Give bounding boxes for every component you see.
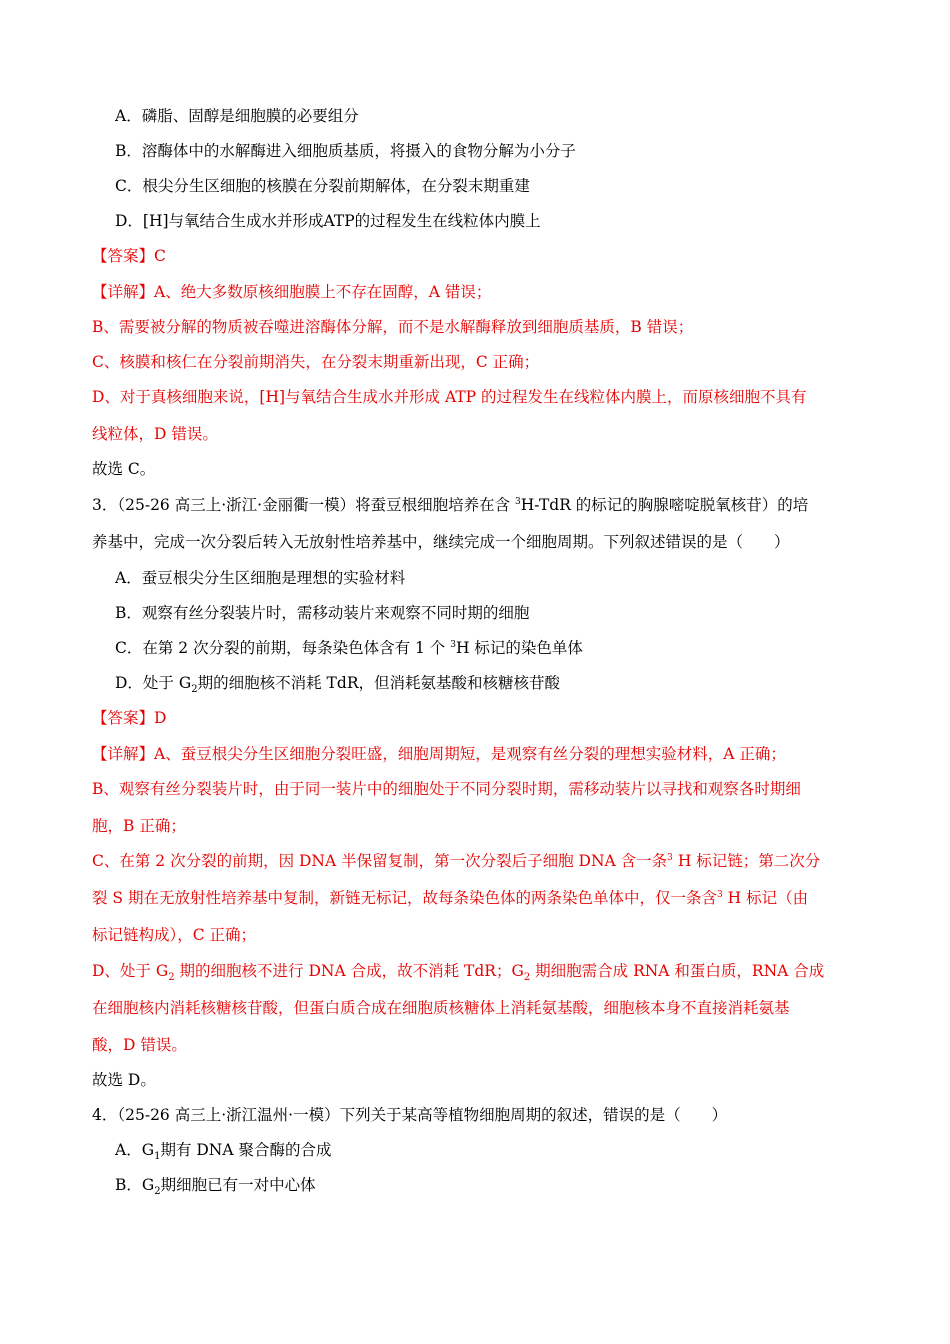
q2-explanation-line: C、核膜和核仁在分裂前期消失，在分裂末期重新出现，C 正确； <box>92 353 540 371</box>
q3-option-c-text: H 标记的染色单体 <box>455 639 583 657</box>
q3-explanation-line: B、观察有丝分裂装片时，由于同一装片中的细胞处于不同分裂时期，需移动装片以寻找和观察各时期细 <box>92 780 801 798</box>
q3-stem-line <box>92 495 808 515</box>
q3-explanation-superscript: 3 <box>667 852 673 863</box>
q2-explanation-line: D、对于真核细胞来说，[H]与氧结合生成水并形成 ATP 的过程发生在线粒体内膜上，而原核细胞不具有 <box>92 388 807 406</box>
q4-option-a-text: A．G <box>115 1141 155 1159</box>
q2-option-c: C．根尖分生区细胞的核膜在分裂前期解体，在分裂末期重建 <box>115 177 530 195</box>
q3-explanation-line <box>92 851 820 871</box>
q2-option-a: A．磷脂、固醇是细胞膜的必要组分 <box>115 107 359 125</box>
q3-explanation-line: 酸，D 错误。 <box>92 1036 187 1054</box>
q4-option-b-text: B．G <box>115 1176 155 1194</box>
q3-explanation-subscript: 2 <box>168 972 175 984</box>
q3-conclusion: 故选 D。 <box>92 1071 156 1089</box>
q3-option-d-text: D．处于 G <box>115 674 192 692</box>
q3-explanation-line: 【详解】A、蚕豆根尖分生区细胞分裂旺盛，细胞周期短，是观察有丝分裂的理想实验材料，A 正确； <box>92 745 786 763</box>
q3-explanation-line: 标记链构成），C 正确； <box>92 926 257 944</box>
q3-explanation-text: D、处于 G <box>92 962 169 980</box>
q3-stem-line: 养基中，完成一次分裂后转入无放射性培养基中，继续完成一个细胞周期。下列叙述错误的是（ ） <box>92 533 790 551</box>
q4-option-b <box>115 1175 316 1198</box>
q3-explanation-line: 胞，B 正确； <box>92 817 186 835</box>
q3-option-d-text: 期的细胞核不消耗 TdR，但消耗氨基酸和核糖核苷酸 <box>197 674 560 692</box>
q3-option-c <box>115 638 583 658</box>
q2-explanation-line: 【详解】A、绝大多数原核细胞膜上不存在固醇，A 错误； <box>92 283 492 301</box>
q3-option-d <box>115 673 560 696</box>
q4-option-b-text: 期细胞已有一对中心体 <box>160 1176 316 1194</box>
q3-option-a: A．蚕豆根尖分生区细胞是理想的实验材料 <box>115 569 406 587</box>
q3-explanation-text: 裂 S 期在无放射性培养基中复制，新链无标记，故每条染色体的两条染色单体中，仅一条含 <box>92 889 717 907</box>
q3-stem-text: H-TdR 的标记的胸腺嘧啶脱氧核苷）的培 <box>520 496 809 514</box>
q3-explanation-subscript: 2 <box>523 972 531 984</box>
q4-option-a-text: 期有 DNA 聚合酶的合成 <box>160 1141 332 1159</box>
q2-explanation-line: 线粒体，D 错误。 <box>92 425 218 443</box>
q3-explanation-text: 期细胞需合成 RNA 和蛋白质，RNA 合成 <box>530 962 825 980</box>
q4-option-a <box>115 1140 332 1163</box>
q3-explanation-text: H 标记链；第二次分 <box>672 852 821 870</box>
q2-option-d: D．[H]与氧结合生成水并形成ATP的过程发生在线粒体内膜上 <box>115 212 541 230</box>
q2-option-b: B．溶酶体中的水解酶进入细胞质基质，将摄入的食物分解为小分子 <box>115 142 576 160</box>
q3-explanation-text: H 标记（由 <box>722 889 809 907</box>
q4-option-a-subscript: 1 <box>154 1151 161 1163</box>
q3-stem-text: 3．（25-26 高三上·浙江·金丽衢一模）将蚕豆根细胞培养在含 <box>92 496 516 514</box>
q2-conclusion: 故选 C。 <box>92 460 156 478</box>
q3-option-b: B．观察有丝分裂装片时，需移动装片来观察不同时期的细胞 <box>115 604 530 622</box>
q4-stem: 4．（25-26 高三上·浙江温州·一模）下列关于某高等植物细胞周期的叙述，错误的是（ ） <box>92 1106 728 1124</box>
q3-explanation-line: 在细胞核内消耗核糖核苷酸，但蛋白质合成在细胞质核糖体上消耗氨基酸，细胞核本身不直接消耗氨基 <box>92 999 790 1017</box>
q3-option-c-text: C．在第 2 次分裂的前期，每条染色体含有 1 个 <box>115 639 451 657</box>
q3-explanation-line <box>92 961 825 984</box>
q3-stem-superscript: 3 <box>515 496 521 507</box>
q3-explanation-text: 期的细胞核不进行 DNA 合成，故不消耗 TdR；G <box>174 962 524 980</box>
q2-explanation-line: B、需要被分解的物质被吞噬进溶酶体分解，而不是水解酶释放到细胞质基质，B 错误； <box>92 318 694 336</box>
q3-option-d-subscript: 2 <box>191 684 198 696</box>
q3-explanation-superscript: 3 <box>716 889 723 900</box>
q2-answer: 【答案】C <box>92 247 166 265</box>
q4-option-b-subscript: 2 <box>154 1186 161 1198</box>
q3-option-c-superscript: 3 <box>450 639 456 650</box>
q3-explanation-line <box>92 888 808 908</box>
q3-answer: 【答案】D <box>92 709 167 727</box>
q3-explanation-text: C、在第 2 次分裂的前期，因 DNA 半保留复制，第一次分裂后子细胞 DNA 含一条 <box>92 852 668 870</box>
